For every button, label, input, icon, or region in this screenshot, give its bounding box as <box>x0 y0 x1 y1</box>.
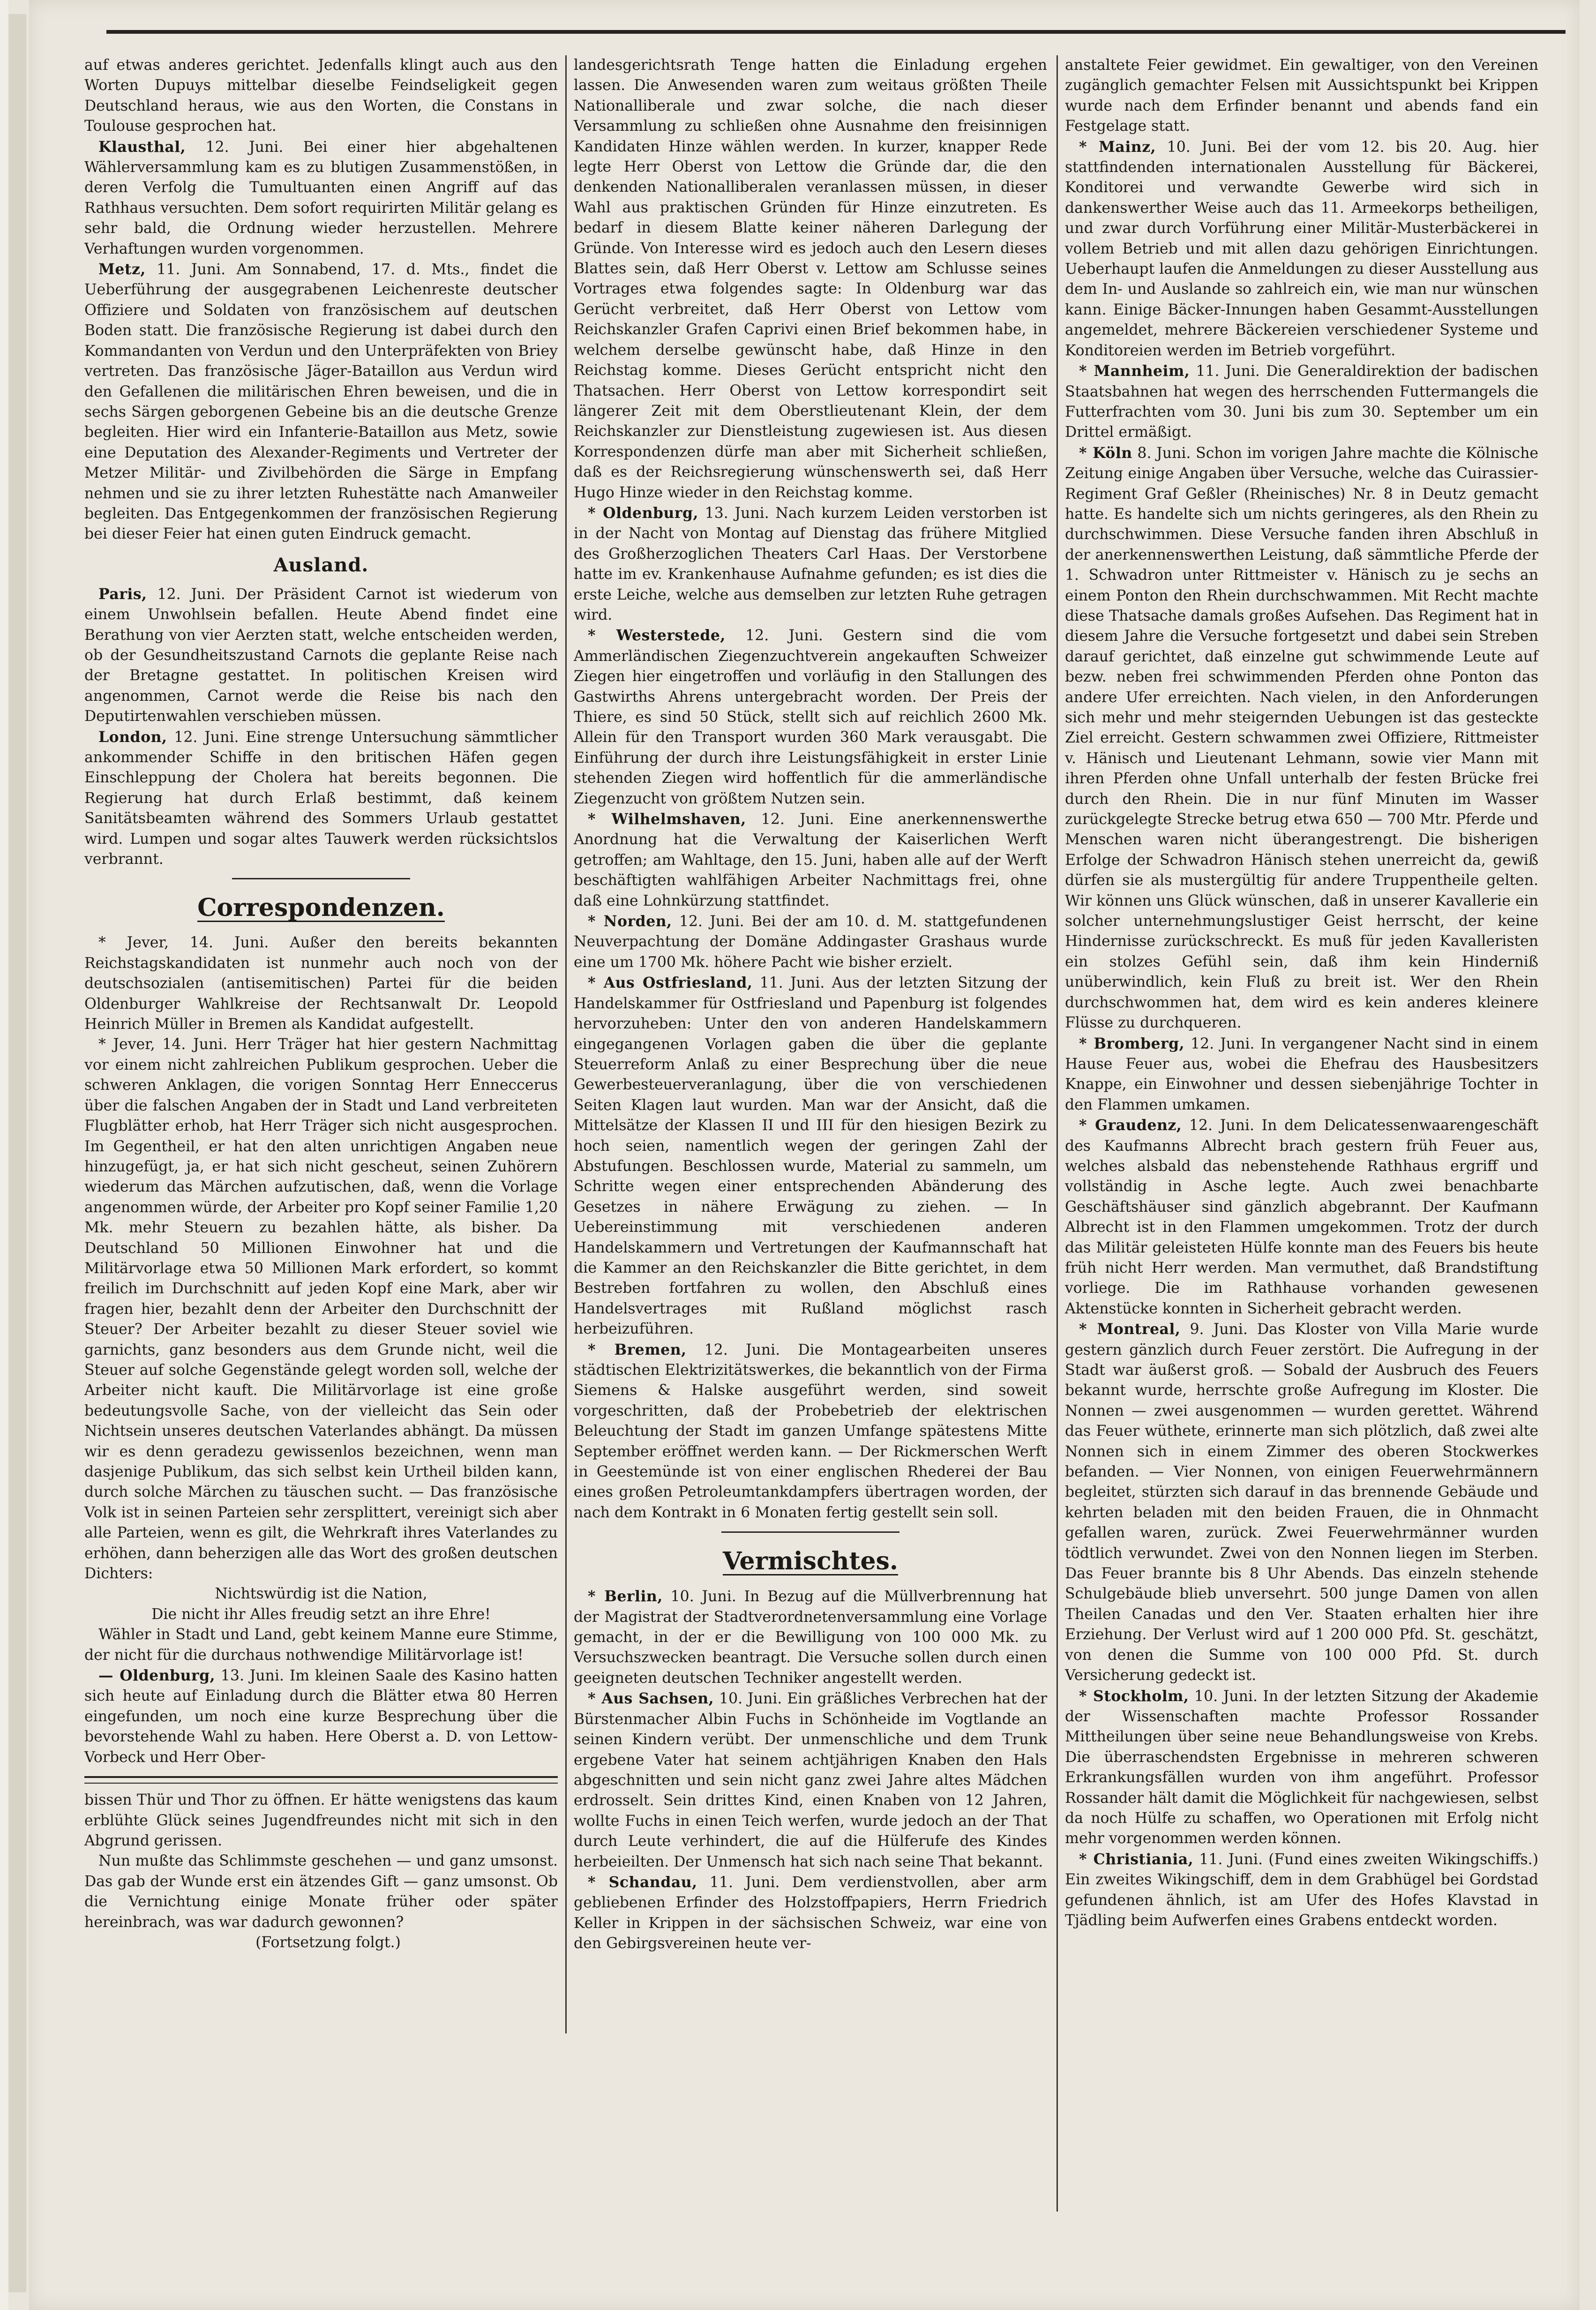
dateline: * Westerstede, <box>588 627 726 645</box>
dateline: * Wilhelmshaven, <box>588 810 746 828</box>
article-text: anstaltete Feier gewidmet. Ein gewaltiger, von den Vereinen zugänglich gemachter Felsen mit Aussichtspunkt bei Krippen wurde nach dem Erfinder benannt und abends fand ein Festgelage statt. <box>1065 57 1538 135</box>
article-item: * Montreal, 9. Juni. Das Kloster von Villa Marie wurde gestern gänzlich durch Feuer zerstört. Die Aufregung in der Stadt war äußerst groß. — Sobald der Ausbruch des Feuers bekannt wurde, herrschte große Aufregung im Kloster. Die Nonnen — zwei ausgenommen — wurden gerettet. Während das Feuer wüthete, erinnerte man sich plötzlich, daß zwei alte Nonnen sich in einem Zimmer des oberen Stockwerkes befanden. — Vier Nonnen, von einigen Feuerwehrmännern begleitet, stürzten sich darauf in das brennende Gebäude und kehrten beladen mit den beiden Frauen, die in Ohnmacht gefallen waren, zurück. Zwei Feuerwehrmänner wurden tödtlich verwundet. Zwei von den Nonnen liegen im Sterben. Das Feuer brannte bis 8 Uhr Abends. Das einzeln stehende Schulgebäude blieb unversehrt. 500 junge Damen von allen Theilen Canadas und den Ver. Staaten erhalten hier ihre Erziehung. Der Verlust wird auf 1 200 000 Pfd. St. geschätzt, von denen die Summe von 100 000 Pfd. St. durch Versicherung gedeckt ist. <box>1065 1320 1538 1684</box>
article-klausthal: Klausthal, 12. Juni. Bei einer hier abgehaltenen Wählerversammlung kam es zu blutigen Zusammenstößen, in deren Verfolg die Tumultuanten einen Angriff auf das Rathhaus versuchten. Dem sofort requirirten Militär gelang es sehr bald, die Ordnung wieder herzustellen. Mehrere Verhaftungen wurden vorgenommen. <box>84 138 558 257</box>
section-heading-correspondenzen: Correspondenzen. <box>197 893 445 922</box>
article-item: * Schandau, 11. Juni. Dem verdienstvollen, aber arm gebliebenen Erfinder des Holzstoffpapiers, Herrn Friedrich Keller in Krippen in der sächsischen Schweiz, war eine von den Gebirgsvereinen heute ver- <box>574 1873 1048 1952</box>
article-text: Wähler in Stadt und Land, gebt keinem Manne eure Stimme, der nicht für die durchaus nothwendige Militärvorlage ist! <box>84 1626 558 1664</box>
divider <box>721 1531 899 1533</box>
dateline: * Aus Ostfriesland, <box>588 974 753 992</box>
dateline: Klausthal, <box>98 138 186 156</box>
column-rule <box>565 55 567 2033</box>
dateline: London, <box>98 728 167 746</box>
article-item: * Westerstede, 12. Juni. Gestern sind die vom Ammerländischen Ziegenzuchtverein angekauften Schweizer Ziegen hier eingetroffen und vorläufig in den Stallungen des Gastwirths Ahrens untergebracht worden. Der Preis der Thiere, es sind 50 Stück, stellt sich auf reichlich 2600 Mk. Allein für den Transport wurden 360 Mark verausgabt. Die Einführung der durch ihre Leistungsfähigkeit in erster Linie stehenden Ziegen wird hoffentlich für die ammerländische Ziegenzucht von größtem Nutzen sein. <box>574 627 1047 807</box>
top-rule <box>106 30 1566 34</box>
dateline: * Mainz, <box>1079 138 1156 156</box>
column-3 <box>1065 55 1538 1931</box>
article-item: * Stockholm, 10. Juni. In der letzten Sitzung der Akademie der Wissenschaften machte Professor Rossander Mittheilungen über seine neue Behandlungsweise von Krebs. Die überraschendsten Ergebnisse in mehreren schweren Erkrankungsfällen wurden von ihm angeführt. Professor Rossander hält damit die Möglichkeit für nachgewiesen, selbst da noch Hülfe zu schaffen, wo Operationen mit Erfolg nicht mehr vorgenommen werden können. <box>1065 1687 1538 1847</box>
continuation-note: (Fortsetzung folgt.) <box>255 1934 401 1951</box>
article-item: * Christiania, 11. Juni. (Fund eines zweiten Wikingschiffs.) Ein zweites Wikingschiff, dem in dem Grabhügel bei Gordstad gefundenen ähnlich, ist am Ufer des Hofes Klavstad in Tjädling beim Aufwerfen eines Grabens entdeckt worden. <box>1065 1850 1538 1929</box>
article-london: London, 12. Juni. Eine strenge Untersuchung sämmtlicher ankommender Schiffe in den britischen Häfen gegen Einschleppung der Cholera hat bereits begonnen. Die Regierung hat durch Erlaß bestimmt, daß keinem Sanitätsbeamten während des Sommers Urlaub gestattet wird. Lumpen und sogar altes Tauwerk werden rücksichtslos verbrannt. <box>84 728 558 868</box>
article-item: * Wilhelmshaven, 12. Juni. Eine anerkennenswerthe Anordnung hat die Verwaltung der Kaiserlichen Werft getroffen; am Wahltage, den 15. Juni, haben alle auf der Werft beschäftigten wahlfähigen Arbeiter Nachmittags frei, ohne daß eine Lohnkürzung stattfindet. <box>574 810 1048 909</box>
verse-line: Nichtswürdig ist die Nation, <box>215 1585 427 1603</box>
article-item: * Mainz, 10. Juni. Bei der vom 12. bis 20. Aug. hier stattfindenden internationalen Ausstellung für Bäckerei, Konditorei und verwandte Gewerbe wird sich in dankenswerther Weise auch das 11. Armeekorps betheiligen, und zwar durch Vorführung einer Militär-Musterbäckerei in vollem Betrieb und mit allen dazu gehörigen Einrichtungen. Ueberhaupt laufen die Anmeldungen zu dieser Ausstellung aus dem In- und Auslande so zahlreich ein, wie man nur wünschen kann. Einige Bäcker-Innungen haben Gesammt-Ausstellungen angemeldet, mehrere Bäckereien verschiedener Systeme und Konditoreien werden im Betrieb vorgeführt. <box>1065 138 1538 359</box>
dateline: * Graudenz, <box>1079 1117 1182 1134</box>
column-rule <box>1057 55 1058 2212</box>
article-paris: Paris, 12. Juni. Der Präsident Carnot ist wiederum von einem Unwohlsein befallen. Heute Abend findet eine Berathung von vier Aerzten statt, welche entscheiden werden, ob der Gesundheitszustand Carnots die geplante Reise nach der Bretagne gestattet. In politischen Kreisen wird angenommen, Carnot werde die Reise bis nach den Deputirtenwahlen verschieben müssen. <box>84 585 558 725</box>
article-item: * Graudenz, 12. Juni. In dem Delicatessenwaarengeschäft des Kaufmanns Albrecht brach gestern früh Feuer aus, welches alsbald das nebenstehende Rathhaus ergriff und vollständig in Asche legte. Auch zwei benachbarte Geschäftshäuser sind gänzlich abgebrannt. Der Kaufmann Albrecht ist in den Flammen umgekommen. Trotz der durch das Militär geleisteten Hülfe konnte man des Feuers bis heute früh nicht Herr werden. Man vermuthet, daß Brandstiftung vorliege. Die im Rathhause vorhanden gewesenen Aktenstücke konnten in Sicherheit gebracht werden. <box>1065 1117 1538 1317</box>
dateline: * Christiania, <box>1079 1850 1194 1868</box>
dateline: Paris, <box>98 585 147 603</box>
divider <box>232 878 410 879</box>
dateline: * Montreal, <box>1079 1320 1181 1338</box>
article-item: * Bromberg, 12. Juni. In vergangener Nacht sind in einem Hause Feuer aus, wobei die Ehefrau des Hausbesitzers Knappe, ein Einwohner und dessen siebenjährige Tochter in den Flammen umkamen. <box>1065 1035 1539 1113</box>
newspaper-page <box>29 0 1580 2310</box>
dateline: * Aus Sachsen, <box>588 1690 714 1708</box>
dateline: * Norden, <box>588 913 672 930</box>
article-item: * Berlin, 10. Juni. In Bezug auf die Müllverbrennung hat der Magistrat der Stadtverordnetenversammlung eine Vorlage gemacht, in der er die Bewilligung von 100 000 Mk. zu Versuchszwecken beantragt. Die Versuche sollen durch einen geeigneten deutschen Techniker angestellt werden. <box>574 1588 1047 1687</box>
article-item: * Bremen, 12. Juni. Die Montagearbeiten unseres städtischen Elektrizitätswerkes, die bekanntlich von der Firma Siemens & Halske ausgeführt werden, sind soweit vorgeschritten, daß der Probebetrieb der elektrischen Beleuchtung der Stadt im ganzen Umfange spätestens Mitte September eröffnet werden kann. — Der Rickmerschen Werft in Geestemünde ist von einer englischen Rhederei der Bau eines großen Petroleumtankdampfers übertragen worden, der nach dem Kontrakt in 6 Monaten fertig gestellt sein soll. <box>574 1341 1047 1521</box>
section-heading-ausland: Ausland. <box>273 554 369 576</box>
article-oldenburg: — Oldenburg, 13. Juni. Im kleinen Saale des Kasino hatten sich heute auf Einladung durch die Blätter etwa 80 Herren eingefunden, um noch eine kurze Besprechung über die bevorstehende Wahl zu haben. Here Oberst a. D. von Lettow-Vorbeck und Herr Ober- <box>84 1667 558 1766</box>
dateline: * Berlin, <box>588 1588 663 1605</box>
column-2 <box>574 55 1047 1954</box>
article-item: * Köln 8. Juni. Schon im vorigen Jahre machte die Kölnische Zeitung einige Angaben über Versuche, welche das Cuirassier-Regiment Graf Geßler (Rheinisches) Nr. 8 in Deutz gemacht hatte. Es handelte sich um nichts geringeres, als den Rhein zu durchschwimmen. Diese Versuche fanden ihren Abschluß in der anerkennenswerthen Leistung, daß sämmtliche Pferde der 1. Schwadron unter Rittmeister v. Hänisch zu je sechs an einem Ponton den Rhein durchschwammen. Mit Recht machte diese Thatsache damals großes Aufsehen. Das Regiment hat in diesem Jahre die Versuche fortgesetzt und dabei sein Streben darauf gerichtet, daß einzelne gut schwimmende Leute auf bezw. neben frei schwimmenden Pferden ohne Ponton das andere Ufer erreichten. Nach vielen, in den Anforderungen sich mehr und mehr steigernden Uebungen ist das gesteckte Ziel erreicht. Gestern schwammen zwei Offiziere, Rittmeister v. Hänisch und Lieutenant Lehmann, sowie vier Mann mit ihren Pferden ohne Unfall unterhalb der festen Brücke frei durch den Rhein. Die in nur fünf Minuten im Wasser zurückgelegte Strecke betrug etwa 650 — 700 Mtr. Pferde und Menschen waren nicht überangestrengt. Die bisherigen Erfolge der Schwadron Hänisch stehen unerreicht da, gewiß dürfen sie als mustergültig für andere Truppentheile gelten. Wir können uns Glück wünschen, daß in unserer Kavallerie ein solcher unternehmungslustiger Geist herrscht, der keine Hindernisse zurückschreckt. Es muß für jeden Kavalleristen ein stolzes Gefühl sein, daß ihm kein Hinderniß unüberwindlich, kein Fluß zu breit ist. Wer den Rhein durchschwommen hat, dem wird es kein anderes kleinere Flüsse zu durchqueren. <box>1065 444 1538 1032</box>
section-heading-vermischtes: Vermischtes. <box>722 1547 899 1576</box>
article-metz: Metz, 11. Juni. Am Sonnabend, 17. d. Mts., findet die Ueberführung der ausgegrabenen Leichenreste deutscher Offiziere und Soldaten von französischem auf deutschen Boden statt. Die französische Regierung ist dabei durch den Kommandanten von Verdun und den Unterpräfekten von Briey vertreten. Das französische Jäger-Bataillon aus Verdun wird den Gefallenen die militärischen Ehren beweisen, und die in sechs Särgen geborgenen Gebeine bis an die deutsche Grenze begleiten. Hier wird ein Infanterie-Bataillon aus Metz, sowie eine Deputation des Alexander-Regiments und Vertreter der Metzer Militär- und Zivilbehörden die Särge in Empfang nehmen und sie zu ihrer letzten Ruhestätte nach Amanweiler begleiten. Das Entgegenkommen der französischen Regierung bei dieser Feier hat einen guten Eindruck gemacht. <box>84 261 558 543</box>
dateline: * Köln <box>1079 444 1132 462</box>
verse-line: Die nicht ihr Alles freudig setzt an ihre Ehre! <box>151 1605 491 1623</box>
dateline: * Mannheim, <box>1079 362 1190 380</box>
feuilleton-divider <box>84 1776 558 1784</box>
dateline: * Bremen, <box>588 1341 687 1358</box>
article-item: * Mannheim, 11. Juni. Die Generaldirektion der badischen Staatsbahnen hat wegen des herrschenden Futtermangels die Futterfrachten vom 30. Juni bis zum 30. September um ein Drittel ermäßigt. <box>1065 362 1539 441</box>
article-item: * Aus Sachsen, 10. Juni. Ein gräßliches Verbrechen hat der Bürstenmacher Albin Fuchs in Schönheide im Vogtlande an seinen Kindern verübt. Der unmenschliche und dem Trunk ergebene Vater hat seinem achtjährigen Knaben den Hals abgeschnitten und sein nicht ganz zwei Jahre altes Mädchen erdrosselt. Sein drittes Kind, einen Knaben von 12 Jahren, wollte Fuchs in einen Teich werfen, wurde jedoch an der That durch Leute verhindert, die auf die Hülferufe des Kindes herbeieilten. Der Unmensch hat sich nach seine That bekannt. <box>574 1690 1048 1870</box>
feuilleton-text: Nun mußte das Schlimmste geschehen — und ganz umsonst. Das gab der Wunde erst ein ätzendes Gift — ganz umsonst. Ob die Vernichtung einige Monate früher oder später hereinbrach, was war dadurch gewonnen? <box>84 1852 558 1931</box>
column-1 <box>84 55 558 1953</box>
article-jever-1: * Jever, 14. Juni. Außer den bereits bekannten Reichstagskandidaten ist nunmehr auch noch von der deutschsozialen (antisemitischen) Partei für die beiden Oldenburger Wahlkreise der Rechtsanwalt Dr. Leopold Heinrich Müller in Bremen als Kandidat aufgestellt. <box>84 934 558 1033</box>
binding-margin <box>8 14 26 2292</box>
article-jever-2: * Jever, 14. Juni. Herr Träger hat hier gestern Nachmittag vor einem nicht zahlreichen Publikum gesprochen. Ueber die schweren Anklagen, die vorigen Sonntag Herr Enneccerus über die falschen Angaben der in Stadt und Land verbreiteten Flugblätter erhob, hat Herr Träger sich nicht ausgesprochen. Im Gegentheil, er hat den alten unrichtigen Angaben neue hinzugefügt, ja, er hat sich nicht gescheut, seinen Zuhörern wiederum das Märchen aufzutischen, daß, wenn die Vorlage angenommen würde, der Arbeiter pro Kopf seiner Familie 1,20 Mk. mehr Steuern zu bezahlen hätte, als bisher. Da Deutschland 50 Millionen Einwohner hat und die Militärvorlage etwa 50 Millionen Mark erfordert, so kommt freilich im Durchschnitt auf jeden Kopf eine Mark, aber wir fragen hier, bezahlt denn der Arbeiter den Durchschnitt der Steuer? Der Arbeiter bezahlt zu dieser Steuer soviel wie garnichts, ganz besonders aus dem Grunde nicht, weil die Steuer auf solche Gegenstände gelegt worden soll, welche der Arbeiter nicht kauft. Die Militärvorlage ist eine große bedeutungsvolle Sache, von der vielleicht das Sein oder Nichtsein unseres deutschen Vaterlandes abhängt. Da müssen wir es denn geradezu gewissenlos bezeichnen, wenn man dasjenige Publikum, das sich selbst kein Urtheil bilden kann, durch solche Märchen zu täuschen sucht. — Das französische Volk ist in seinen Parteien sehr zersplittert, vereinigt sich aber alle Parteien, wenn es gilt, die Wehrkraft ihres Vaterlandes zu erhöhen, dann beherzigen alle das Wort des großen deutschen Dichters: <box>84 1036 558 1582</box>
article-item: * Norden, 12. Juni. Bei der am 10. d. M. stattgefundenen Neuverpachtung der Domäne Addingaster Grashaus wurde eine um 1700 Mk. höhere Pacht wie bisher erzielt. <box>574 913 1048 971</box>
feuilleton-text: bissen Thür und Thor zu öffnen. Er hätte wenigstens das kaum erblühte Glück seines Jugendfreundes nicht mit sich in den Abgrund gerissen. <box>84 1792 558 1849</box>
dateline: * Stockholm, <box>1079 1687 1189 1705</box>
dateline: * Bromberg, <box>1079 1035 1185 1052</box>
dateline: — Oldenburg, <box>98 1667 216 1685</box>
article-text: landesgerichtsrath Tenge hatten die Einladung ergehen lassen. Die Anwesenden waren zum weitaus größten Theile Nationalliberale und zwar solche, die nach dieser Versammlung zu schließen ohne Ausnahme den freisinnigen Kandidaten Hinze wählen werden. In kurzer, knapper Rede legte Herr Oberst von Lettow die Gründe dar, die den denkenden Nationalliberalen veranlassen müssen, in dieser Wahl aus praktischen Gründen für Hinze einzutreten. Es bedarf in diesem Blatte keiner näheren Darlegung der Gründe. Von Interesse wird es jedoch auch den Lesern dieses Blattes sein, daß Herr Oberst v. Lettow am Schlusse seines Vortrages etwa folgendes sagte: In Oldenburg war das Gerücht verbreitet, daß Herr Oberst von Lettow vom Reichskanzler Grafen Caprivi einen Brief bekommen habe, in welchem derselbe gewünscht habe, daß Hinze in den Reichstag komme. Dieses Gerücht entspricht nicht den Thatsachen. Herr Oberst von Lettow korrespondirt seit längerer Zeit mit dem Oberstlieutenant Klein, der dem Reichskanzler zur Dienstleistung zugewiesen ist. Aus diesen Korrespondenzen dürfe man aber mit Sicherheit schließen, daß es der Reichsregierung wünschenswerth sei, daß Herr Hugo Hinze wieder in den Reichstag komme. <box>574 57 1047 501</box>
dateline: * Oldenburg, <box>588 504 698 522</box>
dateline: * Schandau, <box>588 1873 697 1891</box>
article-text: auf etwas anderes gerichtet. Jedenfalls klingt auch aus den Worten Dupuys mittelbar dieselbe Feindseligkeit gegen Deutschland heraus, wie aus den Worten, die Constans in Toulouse gesprochen hat. <box>84 57 558 135</box>
article-item: * Aus Ostfriesland, 11. Juni. Aus der letzten Sitzung der Handelskammer für Ostfriesland und Papenburg ist folgendes hervorzuheben: Unter den von anderen Handelskammern eingegangenen Vorlagen gaben die über die geplante Steuerreform Anlaß zu einer Besprechung über die neue Gewerbesteuerveranlagung, über die von verschiedenen Seiten Klagen laut wurden. Man war der Ansicht, daß die Mittelsätze der Klassen II und III für den hiesigen Bezirk zu hoch seien, namentlich wegen der geringen Zahl der Abstufungen. Beschlossen wurde, Material zu sammeln, um Schritte wegen einer entsprechenden Abänderung des Gesetzes in nähere Erwägung zu ziehen. — In Uebereinstimmung mit verschiedenen anderen Handelskammern und Vertretungen der Kaufmannschaft hat die Kammer an den Reichskanzler die Bitte gerichtet, in dem Bestreben fortfahren zu wollen, den Abschluß eines Handelsvertrages mit Rußland möglichst rasch herbeizuführen. <box>574 974 1047 1338</box>
dateline: Metz, <box>98 261 146 278</box>
article-item: * Oldenburg, 13. Juni. Nach kurzem Leiden verstorben ist in der Nacht von Montag auf Dienstag das frühere Mitglied des Großherzoglichen Theaters Carl Haas. Der Verstorbene hatte im ev. Krankenhause Aufnahme gefunden; es ist dies die erste Leiche, welche aus demselben zur letzten Ruhe getragen wird. <box>574 504 1047 623</box>
page-edge <box>0 0 8 2310</box>
